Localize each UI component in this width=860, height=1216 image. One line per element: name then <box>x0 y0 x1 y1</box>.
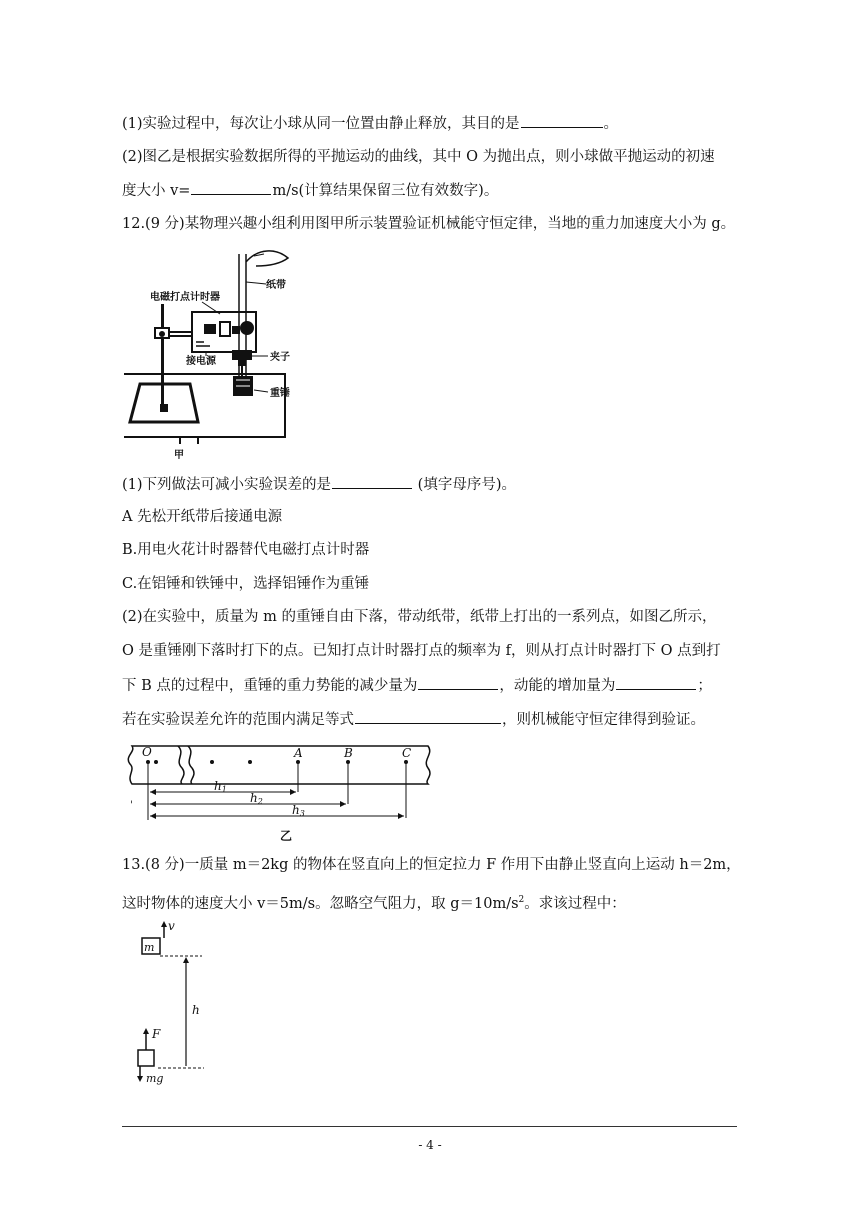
point-b: B <box>344 746 353 760</box>
option-c: C.在铝锤和铁锤中，选择铝锤作为重锤 <box>122 576 370 592</box>
label-mg: mg <box>146 1072 164 1085</box>
footer-rule <box>122 1126 737 1127</box>
label-tape: 纸带 <box>266 280 286 291</box>
figure-block-motion <box>130 918 220 1088</box>
label-f: F <box>152 1027 161 1041</box>
q13-stem-line2: 这时物体的速度大小 v＝5m/s。忽略空气阻力，取 $g=10m/s^2$。求该过程中： <box>122 895 626 912</box>
answer-blank[interactable] <box>191 180 271 195</box>
label-h3: h3 <box>292 803 305 818</box>
label-power: 接电源 <box>186 356 216 367</box>
label-mass: m <box>144 941 155 954</box>
q12-stem: 12.(9 分)某物理兴趣小组利用图甲所示装置验证机械能守恒定律，当地的重力加速度大小为 g。 <box>122 216 736 232</box>
figure-apparatus <box>120 244 300 462</box>
option-a: A 先松开纸带后接通电源 <box>122 509 283 525</box>
answer-blank[interactable] <box>332 474 412 489</box>
figure-tape <box>122 740 442 844</box>
q12-part2-line2: O 是重锤刚下落时打下的点。已知打点计时器打点的频率为 f，则从打点计时器打下 O 点到打 <box>122 643 721 659</box>
label-v: v <box>168 919 175 933</box>
option-b: B.用电火花计时器替代电磁打点计时器 <box>122 542 370 558</box>
label-timer: 电磁打点计时器 <box>150 292 220 303</box>
answer-blank[interactable] <box>521 113 603 128</box>
point-a: A <box>294 746 303 760</box>
answer-blank[interactable] <box>418 675 498 690</box>
label-h: h <box>192 1003 200 1017</box>
q13-stem-line1: 13.(8 分)一质量 m＝2kg 的物体在竖直向上的恒定拉力 F 作用下由静止竖直向上运动 h＝2m， <box>122 857 741 873</box>
label-clip: 夹子 <box>270 352 290 363</box>
tape-dot <box>248 760 252 764</box>
caption-jia: 甲 <box>174 450 184 461</box>
page-number: - 4 - <box>418 1138 442 1152</box>
point-c: C <box>402 746 412 760</box>
q12-part2-line1: (2)在实验中，质量为 m 的重锤自由下落，带动纸带，纸带上打出的一系列点，如图乙所示， <box>122 609 717 625</box>
q11-part1: (1)实验过程中，每次让小球从同一位置由静止释放，其目的是 。 <box>122 113 618 134</box>
q12-part2-line4: 若在实验误差允许的范围内满足等式 ，则机械能守恒定律得到验证。 <box>122 709 705 730</box>
label-weight: 重锤 <box>270 388 290 399</box>
tape-dot <box>154 760 158 764</box>
answer-blank[interactable] <box>616 675 696 690</box>
q11-part2-line2: 度大小 v= m/s(计算结果保留三位有效数字)。 <box>122 180 498 201</box>
q11-part2-line1: (2)图乙是根据实验数据所得的平抛运动的曲线，其中 O 为抛出点，则小球做平抛运动的初速 <box>122 149 715 165</box>
answer-blank[interactable] <box>355 709 501 724</box>
q12-part1: (1)下列做法可减小实验误差的是 (填字母序号)。 <box>122 474 516 495</box>
label-h2: h2 <box>250 791 263 806</box>
point-o: O <box>142 745 152 759</box>
label-h1: h1 <box>214 779 227 794</box>
svg-text:': ' <box>130 800 133 811</box>
caption-yi: 乙 <box>280 829 293 843</box>
tape-dot <box>210 760 214 764</box>
q12-part2-line3: 下 B 点的过程中，重锤的重力势能的减少量为 ，动能的增加量为 ； <box>122 675 712 696</box>
